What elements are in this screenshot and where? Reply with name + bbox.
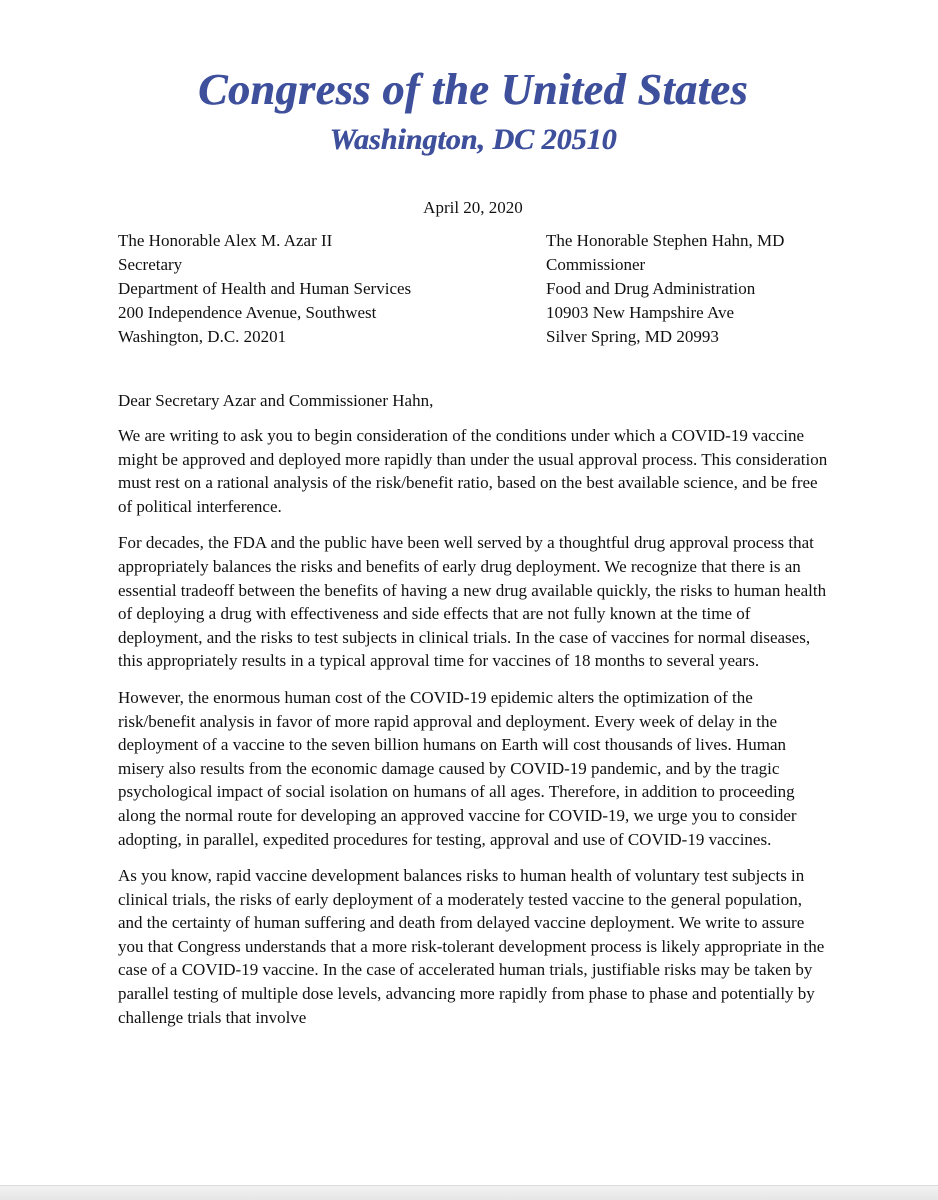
body-paragraph: However, the enormous human cost of the COVID-19 epidemic alters the optimization of the risk/benefit analysis in favor of more rapid approval and deployment. Every week of delay in the deployment of a vaccine to the seven billion humans on Earth will cost thousands of lives. Human misery also results from the economic damage caused by COVID-19 pandemic, and by the tragic psychological impact of social isolation on humans of all ages. Therefore, in addition to proceeding along the normal route for developing an approved vaccine for COVID-19, we urge you to consider adopting, in parallel, expedited procedures for testing, approval and use of COVID-19 vaccines. [118,687,797,849]
letterhead-city: Washington, DC 20510 [329,123,617,156]
recipient-title: Commissioner [546,255,646,274]
page-bottom-edge [0,1185,938,1200]
salutation: Dear Secretary Azar and Commissioner Hahn, [118,391,434,410]
letter-body [118,424,828,1042]
recipient-city: Washington, D.C. 20201 [118,327,287,346]
recipient-address-right [546,229,836,349]
recipient-street: 200 Independence Avenue, Southwest [118,303,377,322]
body-paragraph: We are writing to ask you to begin consideration of the conditions under which a COVID-19 vaccine might be approved and deployed more rapidly than under the usual approval process. This consideration must rest on a rational analysis of the risk/benefit ratio, based on the best available science, and be free of political interference. [118,426,828,516]
letter-date: April 20, 2020 [423,198,523,217]
recipient-name: The Honorable Stephen Hahn, MD [546,231,785,250]
recipient-title: Secretary [118,255,183,274]
recipient-organization: Food and Drug Administration [546,279,756,298]
recipient-organization: Department of Health and Human Services [118,279,412,298]
body-paragraph: As you know, rapid vaccine development balances risks to human health of voluntary test subjects in clinical trials, the risks of early deployment of a moderately tested vaccine to the general population, and the certainty of human suffering and death from delayed vaccine deployment. We write to assure you that Congress understands that a more risk-tolerant development process is likely appropriate in the case of a COVID-19 vaccine. In the case of accelerated human trials, justifiable risks may be taken by parallel testing of multiple dose levels, advancing more rapidly from phase to phase and potentially by challenge trials that involve [118,866,825,1027]
recipient-city: Silver Spring, MD 20993 [546,327,719,346]
letterhead-title: Congress of the United States [198,65,748,114]
recipient-street: 10903 New Hampshire Ave [546,303,735,322]
body-paragraph: For decades, the FDA and the public have been well served by a thoughtful drug approval process that appropriately balances the risks and benefits of early drug deployment. We recognize that there is an essential tradeoff between the benefits of having a new drug available quickly, the risks to human health of deploying a drug with effectiveness and side effects that are not fully known at the time of deployment, and the risks to test subjects in clinical trials. In the case of vaccines for normal diseases, this appropriately results in a typical approval time for vaccines of 18 months to several years. [118,533,827,671]
recipient-name: The Honorable Alex M. Azar II [118,231,333,250]
recipient-address-left [118,229,498,349]
